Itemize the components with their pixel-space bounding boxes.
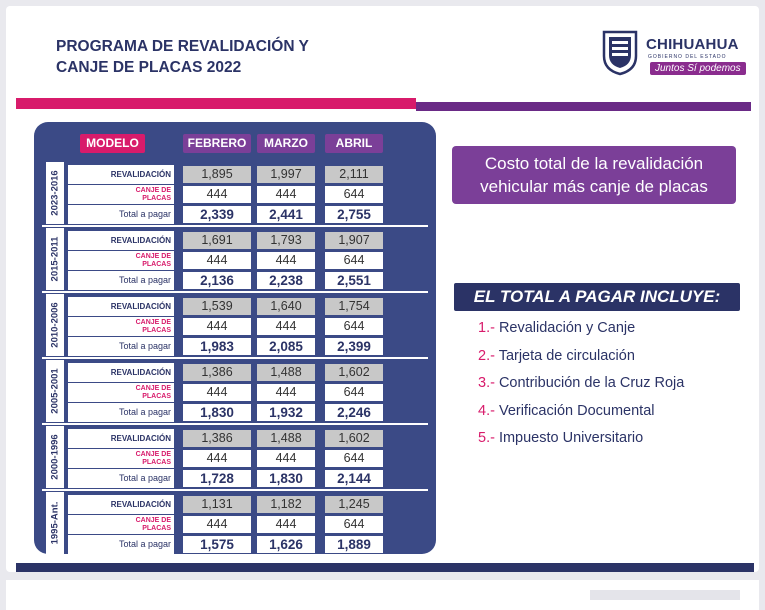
group-separator <box>42 357 428 359</box>
total-a-pagar-label-text: Total a pagar <box>118 275 171 285</box>
canje-placas-label <box>68 383 174 402</box>
year-range-label <box>46 162 64 224</box>
total-a-pagar-cell: 1,830 <box>183 404 251 421</box>
revalidacion-label-text: REVALIDACIÓN <box>110 500 171 509</box>
list-item <box>478 348 684 376</box>
total-a-pagar-cell: 2,339 <box>183 206 251 223</box>
total-a-pagar-label <box>68 469 174 488</box>
canje-placas-label <box>68 317 174 336</box>
total-a-pagar-label <box>68 271 174 290</box>
revalidacion-cell: 1,488 <box>257 364 315 381</box>
revalidacion-cell: 1,245 <box>325 496 383 513</box>
total-a-pagar-cell: 2,238 <box>257 272 315 289</box>
total-a-pagar-label <box>68 535 174 554</box>
canje-placas-label-text: CANJE DE PLACAS <box>135 187 171 202</box>
revalidacion-cell: 1,602 <box>325 430 383 447</box>
chihuahua-logo <box>592 22 750 84</box>
title-line-1: PROGRAMA DE REVALIDACIÓN Y <box>56 38 309 55</box>
list-item <box>478 430 684 458</box>
revalidacion-cell: 1,539 <box>183 298 251 315</box>
year-range-label <box>46 492 64 554</box>
revalidacion-cell: 1,602 <box>325 364 383 381</box>
year-range-text: 2010-2006 <box>49 302 61 348</box>
header-febrero: FEBRERO <box>183 134 251 153</box>
revalidacion-label-text: REVALIDACIÓN <box>110 236 171 245</box>
total-a-pagar-label-text: Total a pagar <box>118 209 171 219</box>
canje-placas-cell: 444 <box>257 516 315 533</box>
item-text: Revalidación y Canje <box>494 320 636 336</box>
revalidacion-label-text: REVALIDACIÓN <box>110 302 171 311</box>
item-number: 2.- <box>478 347 495 364</box>
canje-placas-cell: 644 <box>325 318 383 335</box>
canje-placas-cell: 444 <box>183 384 251 401</box>
revalidacion-cell: 1,386 <box>183 364 251 381</box>
model-year-group <box>46 162 424 224</box>
total-a-pagar-cell: 2,551 <box>325 272 383 289</box>
purple-stripe <box>416 102 751 111</box>
canje-placas-label <box>68 185 174 204</box>
logo-name: CHIHUAHUA <box>646 36 739 53</box>
group-separator <box>42 291 428 293</box>
revalidacion-label <box>68 429 174 448</box>
total-a-pagar-cell: 2,246 <box>325 404 383 421</box>
item-text: Tarjeta de circulación <box>494 347 635 364</box>
model-year-group <box>46 426 424 488</box>
logo-subtitle: GOBIERNO DEL ESTADO <box>648 54 727 60</box>
canje-placas-label-text: CANJE DE PLACAS <box>135 253 171 268</box>
state-shield-icon <box>600 28 640 76</box>
canje-placas-cell: 644 <box>325 384 383 401</box>
revalidacion-label-text: REVALIDACIÓN <box>110 434 171 443</box>
header-modelo: MODELO <box>80 134 145 153</box>
group-separator <box>42 225 428 227</box>
revalidacion-cell: 1,182 <box>257 496 315 513</box>
revalidacion-label-text: REVALIDACIÓN <box>110 368 171 377</box>
canje-placas-cell: 444 <box>257 318 315 335</box>
revalidacion-label <box>68 495 174 514</box>
canje-placas-cell: 444 <box>257 186 315 203</box>
bottom-bar <box>16 563 754 572</box>
logo-tagline: Juntos Sí podemos <box>650 62 746 75</box>
year-range-label <box>46 426 64 488</box>
canje-placas-label <box>68 515 174 534</box>
header-abril: ABRIL <box>325 134 383 153</box>
total-incluye-heading: EL TOTAL A PAGAR INCLUYE: <box>454 283 740 311</box>
canje-placas-label-text: CANJE DE PLACAS <box>135 319 171 334</box>
list-item <box>478 320 684 348</box>
total-a-pagar-cell: 1,889 <box>325 536 383 553</box>
revalidacion-label <box>68 297 174 316</box>
list-item <box>478 403 684 431</box>
total-a-pagar-cell: 1,932 <box>257 404 315 421</box>
canje-placas-cell: 644 <box>325 516 383 533</box>
item-number: 4.- <box>478 402 495 419</box>
revalidacion-cell: 1,793 <box>257 232 315 249</box>
revalidacion-cell: 2,111 <box>325 166 383 183</box>
item-text: Contribución de la Cruz Roja <box>494 375 685 391</box>
year-range-text: 2015-2011 <box>49 236 61 282</box>
canje-placas-cell: 444 <box>257 252 315 269</box>
canje-placas-cell: 444 <box>183 450 251 467</box>
total-a-pagar-cell: 1,830 <box>257 470 315 487</box>
price-table-panel <box>34 122 436 554</box>
infographic-card <box>6 6 759 572</box>
revalidacion-label <box>68 231 174 250</box>
group-separator <box>42 423 428 425</box>
costo-line-2: vehicular más canje de placas <box>480 177 708 196</box>
revalidacion-cell: 1,131 <box>183 496 251 513</box>
canje-placas-cell: 644 <box>325 252 383 269</box>
total-a-pagar-label-text: Total a pagar <box>118 539 171 549</box>
year-range-label <box>46 360 64 422</box>
total-a-pagar-cell: 2,136 <box>183 272 251 289</box>
revalidacion-cell: 1,386 <box>183 430 251 447</box>
model-year-group <box>46 492 424 554</box>
total-a-pagar-cell: 1,728 <box>183 470 251 487</box>
year-range-text: 2005-2001 <box>49 368 61 414</box>
canje-placas-cell: 644 <box>325 186 383 203</box>
canje-placas-cell: 444 <box>257 450 315 467</box>
revalidacion-label <box>68 363 174 382</box>
item-number: 3.- <box>478 375 495 391</box>
model-year-group <box>46 360 424 422</box>
revalidacion-cell: 1,488 <box>257 430 315 447</box>
revalidacion-cell: 1,997 <box>257 166 315 183</box>
total-a-pagar-cell: 2,755 <box>325 206 383 223</box>
total-a-pagar-cell: 1,575 <box>183 536 251 553</box>
total-a-pagar-cell: 2,144 <box>325 470 383 487</box>
year-range-label <box>46 228 64 290</box>
revalidacion-label <box>68 165 174 184</box>
total-a-pagar-cell: 1,983 <box>183 338 251 355</box>
incluye-list <box>478 320 684 458</box>
item-text: Impuesto Universitario <box>494 430 644 446</box>
title-line-2: CANJE DE PLACAS 2022 <box>56 59 242 76</box>
canje-placas-label <box>68 251 174 270</box>
year-range-text: 2000-1996 <box>49 434 61 480</box>
revalidacion-cell: 1,895 <box>183 166 251 183</box>
list-item <box>478 375 684 403</box>
total-a-pagar-label <box>68 205 174 224</box>
canje-placas-cell: 644 <box>325 450 383 467</box>
year-range-text: 2023-2016 <box>49 170 61 216</box>
canje-placas-label-text: CANJE DE PLACAS <box>135 517 171 532</box>
canje-placas-cell: 444 <box>183 516 251 533</box>
canje-placas-label <box>68 449 174 468</box>
group-separator <box>42 489 428 491</box>
next-card-stripe <box>590 590 740 600</box>
year-range-text: 1995-Ant. <box>49 501 61 545</box>
canje-placas-cell: 444 <box>183 318 251 335</box>
total-a-pagar-cell: 2,441 <box>257 206 315 223</box>
page-title <box>56 36 309 78</box>
costo-total-box <box>452 146 736 204</box>
total-a-pagar-label <box>68 403 174 422</box>
total-a-pagar-cell: 1,626 <box>257 536 315 553</box>
revalidacion-cell: 1,640 <box>257 298 315 315</box>
canje-placas-label-text: CANJE DE PLACAS <box>135 385 171 400</box>
canje-placas-label-text: CANJE DE PLACAS <box>135 451 171 466</box>
canje-placas-cell: 444 <box>257 384 315 401</box>
year-range-label <box>46 294 64 356</box>
item-number: 5.- <box>478 430 495 446</box>
item-number: 1.- <box>478 320 495 336</box>
total-a-pagar-label-text: Total a pagar <box>118 407 171 417</box>
model-year-group <box>46 228 424 290</box>
header-marzo: MARZO <box>257 134 315 153</box>
item-text: Verificación Documental <box>494 402 655 419</box>
canje-placas-cell: 444 <box>183 252 251 269</box>
total-a-pagar-label-text: Total a pagar <box>118 341 171 351</box>
costo-line-1: Costo total de la revalidación <box>484 154 704 173</box>
total-a-pagar-cell: 2,399 <box>325 338 383 355</box>
revalidacion-cell: 1,691 <box>183 232 251 249</box>
revalidacion-cell: 1,754 <box>325 298 383 315</box>
canje-placas-cell: 444 <box>183 186 251 203</box>
model-year-group <box>46 294 424 356</box>
revalidacion-label-text: REVALIDACIÓN <box>110 170 171 179</box>
total-a-pagar-label-text: Total a pagar <box>118 473 171 483</box>
total-a-pagar-cell: 2,085 <box>257 338 315 355</box>
pink-stripe <box>16 98 416 109</box>
total-a-pagar-label <box>68 337 174 356</box>
revalidacion-cell: 1,907 <box>325 232 383 249</box>
